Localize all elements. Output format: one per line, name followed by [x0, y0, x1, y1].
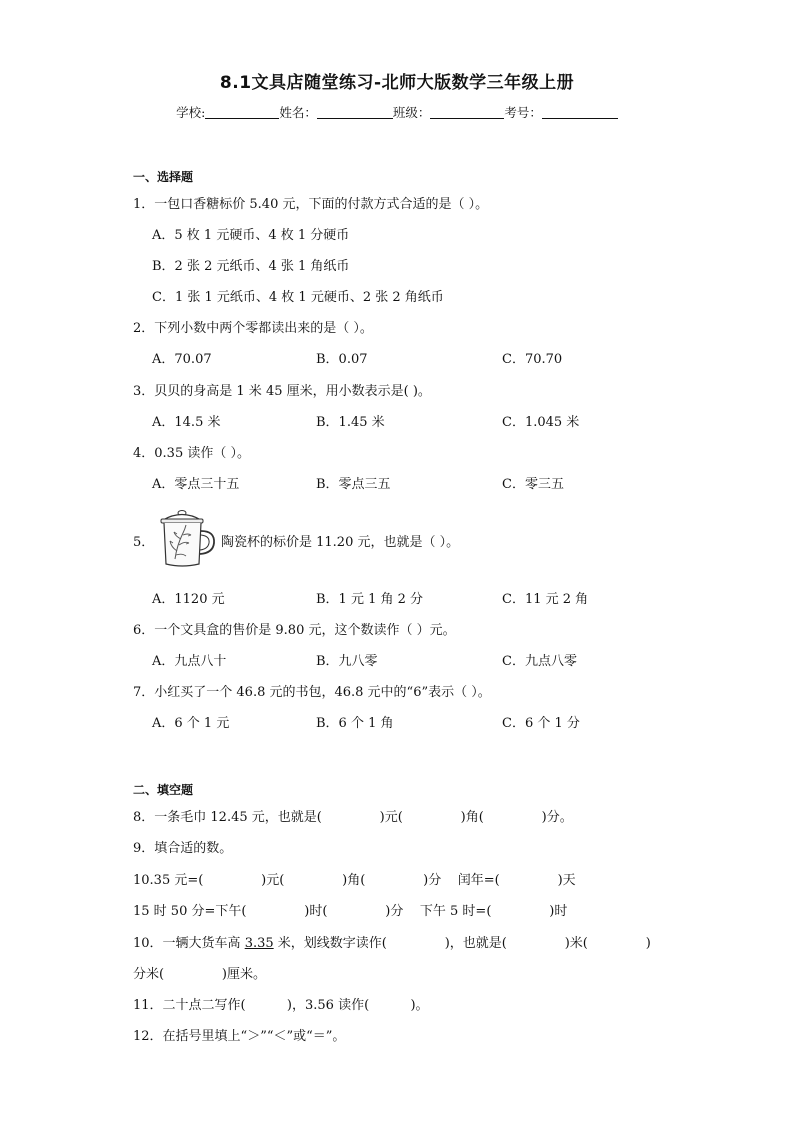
school-label: 学校: [176, 105, 206, 120]
student-info-line [0, 103, 794, 121]
number-label: 考号： [504, 105, 542, 120]
question-2: 2．下列小数中两个零都读出来的是（ ）。 [133, 321, 373, 336]
name-label: 姓名： [279, 105, 317, 120]
question-11: 11．二十点二写作( )，3.56 读作( )。 [133, 998, 429, 1013]
name-blank[interactable] [317, 104, 393, 119]
ceramic-cup-image [155, 507, 219, 569]
q7-option-c: C．6 个 1 分 [502, 716, 580, 731]
q1-option-b: B．2 张 2 元纸币、4 张 1 角纸币 [152, 259, 350, 274]
q4-option-c: C．零三五 [502, 477, 564, 492]
q5-option-c: C．11 元 2 角 [502, 592, 589, 607]
question-10 [133, 932, 651, 951]
question-7: 7．小红买了一个 46.8 元的书包，46.8 元中的“6”表示（ ）。 [133, 685, 491, 700]
q7-option-b: B．6 个 1 角 [316, 716, 394, 731]
section-heading-fill: 二、填空题 [133, 783, 194, 797]
class-blank[interactable] [430, 104, 504, 119]
question-12: 12．在括号里填上“＞”“＜”或“＝”。 [133, 1029, 346, 1044]
page-title: 8.1文具店随堂练习-北师大版数学三年级上册 [219, 73, 575, 93]
question-9-line-1: 10.35 元=( )元( )角( )分 闰年=( )天 [133, 873, 576, 888]
q4-option-b: B．零点三五 [316, 477, 391, 492]
question-4: 4．0.35 读作（ ）。 [133, 446, 250, 461]
number-blank[interactable] [542, 104, 618, 119]
question-5-number: 5． [133, 535, 155, 550]
q6-option-c: C．九点八零 [502, 654, 577, 669]
q1-option-a: A．5 枚 1 元硬币、4 枚 1 分硬币 [152, 228, 350, 243]
section-heading-choice: 一、选择题 [133, 170, 194, 184]
question-1: 1．一包口香糖标价 5.40 元，下面的付款方式合适的是（ ）。 [133, 197, 489, 212]
q2-option-c: C．70.70 [502, 352, 563, 367]
q3-option-b: B．1.45 米 [316, 415, 385, 430]
q6-option-b: B．九八零 [316, 654, 378, 669]
school-blank[interactable] [205, 104, 279, 119]
question-9-line-2: 15 时 50 分=下午( )时( )分 下午 5 时=( )时 [133, 904, 568, 919]
q3-option-c: C．1.045 米 [502, 415, 580, 430]
q10-text-end: 米，划线数字读作( )，也就是( )米( ) [273, 936, 651, 951]
q2-option-a: A．70.07 [152, 352, 212, 367]
question-8: 8．一条毛巾 12.45 元，也就是( )元( )角( )分。 [133, 810, 573, 825]
q1-option-c: C．1 张 1 元纸币、4 枚 1 元硬币、2 张 2 角纸币 [152, 290, 444, 305]
question-9: 9．填合适的数。 [133, 841, 233, 856]
question-5-text: 陶瓷杯的标价是 11.20 元，也就是（ ）。 [221, 535, 460, 550]
q6-option-a: A．九点八十 [152, 654, 227, 669]
q5-option-b: B．1 元 1 角 2 分 [316, 592, 424, 607]
q10-text-start: 10．一辆大货车高 [133, 936, 245, 951]
q10-underlined-number: 3.35 [244, 936, 274, 951]
q4-option-a: A．零点三十五 [152, 477, 240, 492]
q5-option-a: A．1120 元 [152, 592, 225, 607]
q2-option-b: B．0.07 [316, 352, 368, 367]
q7-option-a: A．6 个 1 元 [152, 716, 230, 731]
question-10-line-2: 分米( )厘米。 [133, 967, 266, 982]
question-6: 6．一个文具盒的售价是 9.80 元，这个数读作（ ）元。 [133, 623, 456, 638]
class-label: 班级： [392, 105, 431, 120]
question-3: 3．贝贝的身高是 1 米 45 厘米，用小数表示是( )。 [133, 384, 431, 399]
q3-option-a: A．14.5 米 [152, 415, 221, 430]
